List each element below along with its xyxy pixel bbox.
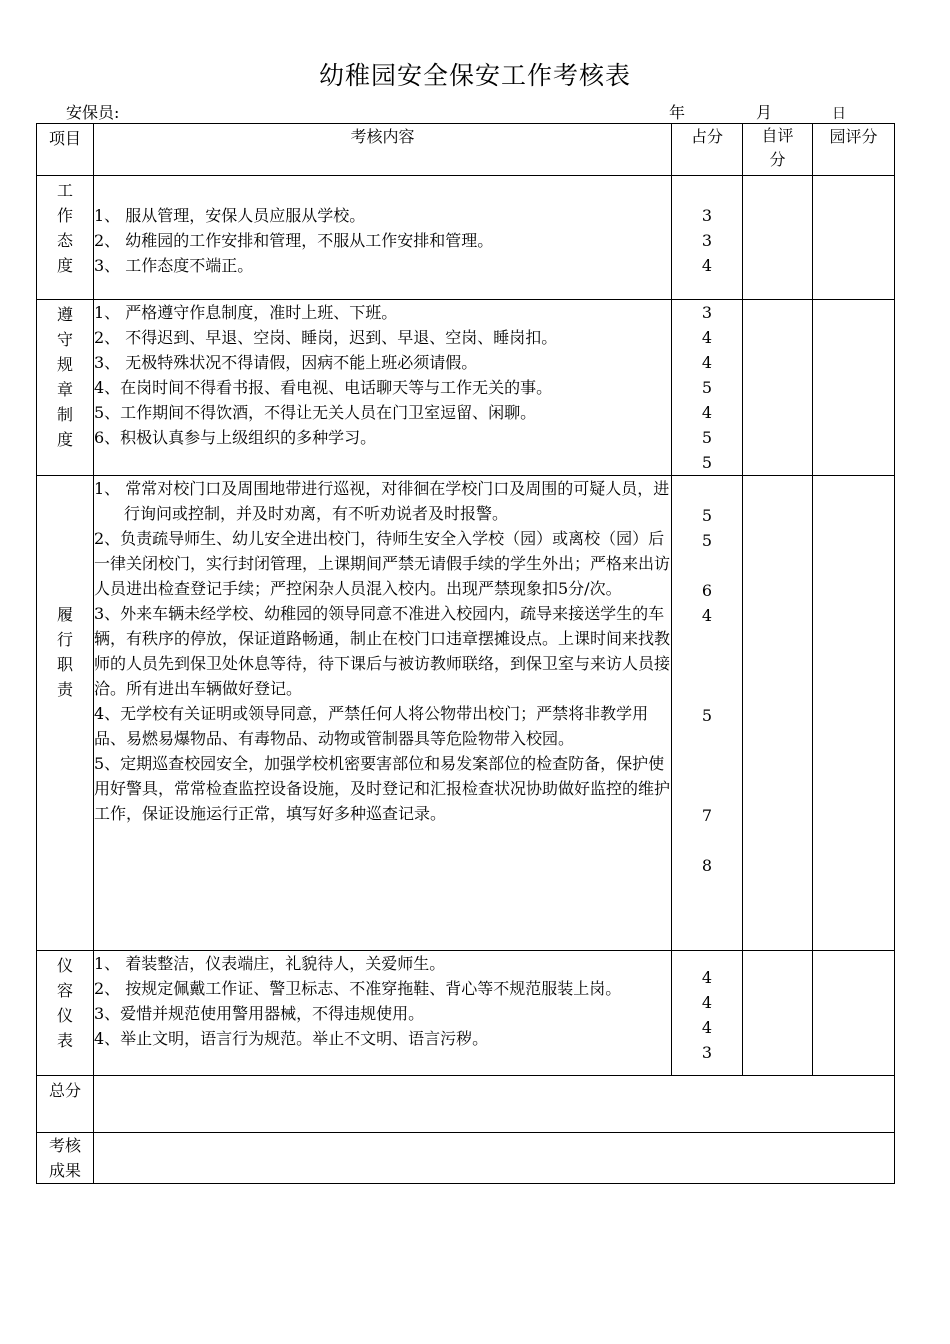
header-content: 考核内容 — [94, 124, 672, 176]
form-title: 幼稚园安全保安工作考核表 — [318, 61, 631, 90]
result-label-line1: 考核 — [48, 1136, 81, 1155]
section-char: 规 — [56, 355, 73, 374]
points-value: 5 — [701, 531, 713, 550]
result-value-cell[interactable] — [94, 1133, 895, 1184]
criteria-item: 3、爱惜并规范使用警用器械，不得违规使用。 — [94, 1004, 425, 1023]
section-char: 责 — [56, 680, 73, 699]
section-char: 度 — [56, 430, 73, 449]
section-points-duties — [672, 476, 743, 951]
table-header-row — [37, 124, 895, 176]
total-value-cell[interactable] — [94, 1076, 895, 1133]
total-row — [37, 1076, 895, 1133]
points-value: 4 — [701, 256, 713, 275]
points-value: 4 — [701, 968, 713, 987]
total-label: 总分 — [37, 1076, 94, 1133]
points-value: 5 — [701, 378, 713, 397]
self-score-cell[interactable] — [743, 176, 813, 300]
section-char: 遵 — [56, 305, 73, 324]
school-score-cell[interactable] — [813, 951, 895, 1076]
school-score-cell[interactable] — [813, 476, 895, 951]
section-char: 章 — [56, 380, 73, 399]
self-score-cell[interactable] — [743, 300, 813, 476]
header-self-score-line1: 自评 — [761, 126, 794, 145]
section-row-duties — [37, 476, 895, 951]
result-label-line2: 成果 — [48, 1161, 81, 1180]
criteria-item: 4、在岗时间不得看书报、看电视、电话聊天等与工作无关的事。 — [94, 378, 553, 397]
month-label: 月 — [756, 103, 773, 122]
section-content-attitude — [94, 176, 672, 300]
section-points-rules — [672, 300, 743, 476]
self-score-cell[interactable] — [743, 951, 813, 1076]
section-label-appearance — [37, 951, 94, 1076]
criteria-item: 4、无学校有关证明或领导同意，严禁任何人将公物带出校门；严禁将非教学用品、易燃易爆物品、有毒物品、动物或管制器具等危险物带入校园。 — [94, 704, 649, 748]
section-row-rules — [37, 300, 895, 476]
points-value: 8 — [701, 856, 713, 875]
criteria-item: 5、工作期间不得饮酒，不得让无关人员在门卫室逗留、闲聊。 — [94, 403, 537, 422]
section-char: 职 — [56, 655, 73, 674]
points-value: 5 — [701, 453, 713, 472]
points-value: 6 — [701, 581, 713, 600]
criteria-item: 1、 服从管理，安保人员应服从学校。 — [94, 206, 366, 225]
guard-label: 安保员: — [66, 103, 120, 122]
result-row — [37, 1133, 895, 1184]
section-char: 行 — [56, 630, 73, 649]
points-value: 7 — [701, 806, 713, 825]
points-value: 5 — [701, 706, 713, 725]
points-value: 5 — [701, 506, 713, 525]
criteria-item: 1、 常常对校门口及周围地带进行巡视，对徘徊在学校门口及周围的可疑人员，进行询问或控制，并及时劝离，有不听劝说者及时报警。 — [94, 479, 670, 523]
criteria-item: 3、 工作态度不端正。 — [94, 256, 254, 275]
section-row-appearance — [37, 951, 895, 1076]
header-item: 项目 — [37, 124, 94, 176]
points-value: 4 — [701, 993, 713, 1012]
year-label: 年 — [669, 103, 686, 122]
criteria-item: 1、 严格遵守作息制度，准时上班、下班。 — [94, 303, 398, 322]
criteria-item: 3、 无极特殊状况不得请假，因病不能上班必须请假。 — [94, 353, 478, 372]
criteria-item: 2、 按规定佩戴工作证、警卫标志、不准穿拖鞋、背心等不规范服装上岗。 — [94, 979, 622, 998]
header-self-score-line2: 分 — [769, 150, 786, 169]
points-value: 4 — [701, 328, 713, 347]
points-value: 4 — [701, 403, 713, 422]
section-char: 仪 — [56, 1006, 73, 1025]
criteria-item: 2、 幼稚园的工作安排和管理，不服从工作安排和管理。 — [94, 231, 494, 250]
section-char: 制 — [56, 405, 73, 424]
section-label-attitude — [37, 176, 94, 300]
section-char: 仪 — [56, 956, 73, 975]
points-value: 3 — [701, 206, 713, 225]
criteria-item: 6、积极认真参与上级组织的多种学习。 — [94, 428, 377, 447]
section-char: 表 — [56, 1031, 73, 1050]
header-self-score — [743, 124, 813, 176]
school-score-cell[interactable] — [813, 300, 895, 476]
points-value: 5 — [701, 428, 713, 447]
section-row-attitude — [37, 176, 895, 300]
header-points: 占分 — [672, 124, 743, 176]
points-value: 4 — [701, 606, 713, 625]
section-content-duties — [94, 476, 672, 951]
criteria-item: 5、定期巡查校园安全，加强学校机密要害部位和易发案部位的检查防备，保护使用好警具，常常检查监控设备设施，及时登记和汇报检查状况协助做好监控的维护工作，保证设施运行正常，填写好多种巡查记录。 — [94, 754, 671, 823]
section-content-appearance — [94, 951, 672, 1076]
criteria-item: 4、举止文明，语言行为规范。举止不文明、语言污秽。 — [94, 1029, 489, 1048]
section-label-duties — [37, 476, 94, 951]
section-char: 履 — [56, 605, 73, 624]
points-value: 3 — [701, 231, 713, 250]
section-char: 容 — [56, 981, 73, 1000]
section-points-attitude — [672, 176, 743, 300]
criteria-item: 1、 着装整洁，仪表端庄，礼貌待人，关爱师生。 — [94, 954, 446, 973]
section-char: 度 — [56, 256, 73, 275]
school-score-cell[interactable] — [813, 176, 895, 300]
section-char: 守 — [56, 330, 73, 349]
points-value: 3 — [701, 1043, 713, 1062]
result-label — [37, 1133, 94, 1184]
criteria-item: 3、外来车辆未经学校、幼稚园的领导同意不准进入校园内，疏导来接送学生的车辆，有秩序的停放，保证道路畅通，制止在校门口违章摆摊设点。上课时间来找教师的人员先到保卫处休息等待，待下课后与被访教师联络，到保卫室与来访人员接洽。所有进出车辆做好登记。 — [94, 604, 671, 698]
points-value: 4 — [701, 1018, 713, 1037]
criteria-item: 2、负责疏导师生、幼儿安全进出校门，待师生安全入学校（园）或离校（园）后一律关闭校门，实行封闭管理，上课期间严禁无请假手续的学生外出；严格来出访人员进出检查登记手续；严控闲杂人员混入校内。出现严禁现象扣5分/次。 — [94, 529, 671, 598]
section-char: 工 — [56, 181, 73, 200]
section-char: 作 — [56, 206, 73, 225]
section-content-rules — [94, 300, 672, 476]
criteria-item: 2、 不得迟到、早退、空岗、睡岗，迟到、早退、空岗、睡岗扣。 — [94, 328, 558, 347]
day-label: 日 — [832, 106, 846, 122]
section-char: 态 — [56, 231, 73, 250]
points-value: 4 — [701, 353, 713, 372]
section-points-appearance — [672, 951, 743, 1076]
self-score-cell[interactable] — [743, 476, 813, 951]
assessment-table — [36, 123, 895, 1184]
header-school-score: 园评分 — [813, 124, 895, 176]
section-label-rules — [37, 300, 94, 476]
points-value: 3 — [701, 303, 713, 322]
